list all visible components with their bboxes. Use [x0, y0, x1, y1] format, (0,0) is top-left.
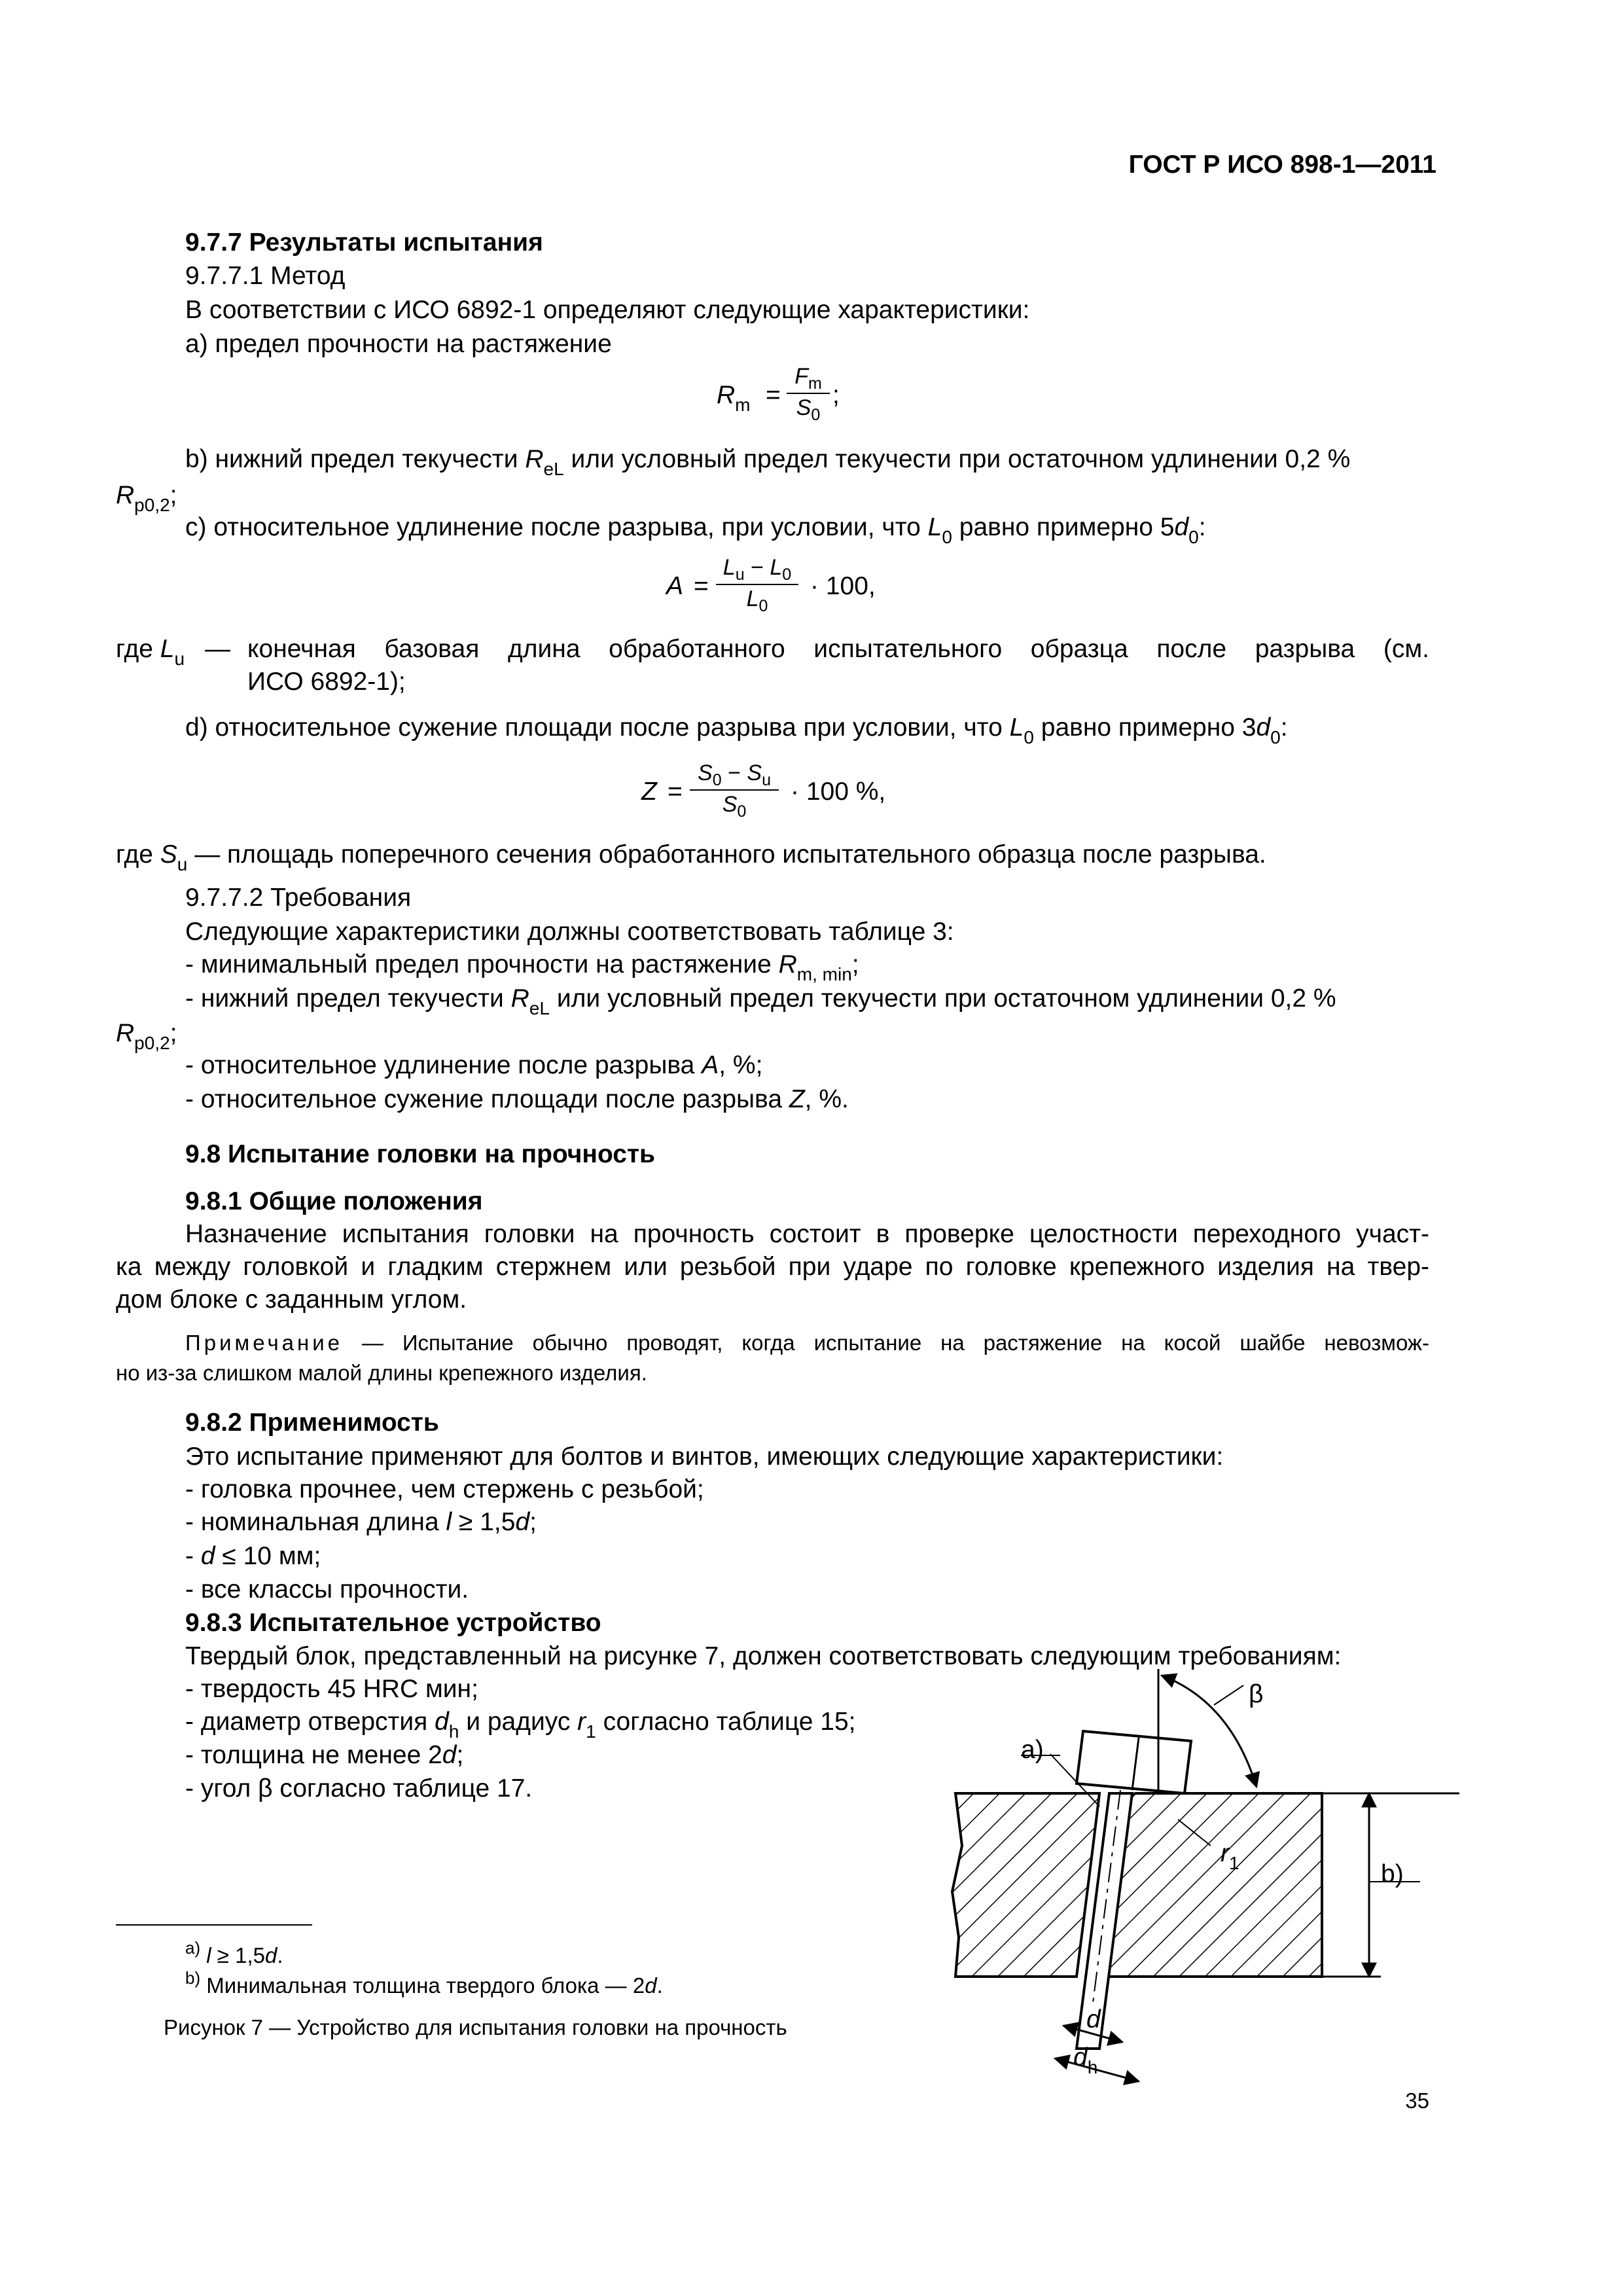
paragraph-983: Твердый блок, представленный на рисунке 7, должен соответствовать следующим требованиям: — [185, 1642, 1342, 1670]
hard-block-right — [1106, 1793, 1322, 1977]
where-lu-text2: ИСО 6892-1); — [247, 668, 406, 696]
list-item-983-4: - угол β согласно таблице 17. — [185, 1774, 533, 1803]
req-item-1: - минимальный предел прочности на растяжение $R_{m, min}$; — [185, 950, 859, 984]
item-d: d) относительное сужение площади после разрыва при условии, что $L_0$ равно примерно $3d_0$: — [185, 713, 1288, 747]
standard-header: ГОСТ Р ИСО 898-1—2011 — [1128, 151, 1436, 179]
where-lu-text: конечная базовая длина обработанного испытательного образца после разрыва (см. — [247, 635, 1429, 663]
req-item-2: - нижний предел текучести $R_{eL}$ или условный предел текучести при остаточном удлинении 0,2 % — [185, 984, 1336, 1018]
subsection-requirements: 9.7.7.2 Требования — [185, 884, 412, 912]
list-item-983-3: - толщина не менее 2d; — [185, 1741, 464, 1769]
req-intro: Следующие характеристики должны соответствовать таблице 3: — [185, 918, 954, 946]
note-line2: но из-за слишком малой длины крепежного изделия. — [116, 1361, 647, 1385]
list-item-982-1: - головка прочнее, чем стержень с резьбой; — [185, 1475, 704, 1503]
figure-label-dh: $d_h$ — [1073, 2043, 1098, 2077]
item-b: b) нижний предел текучести $R_{eL}$ или условный предел текучести при остаточном удлинении 0,2 % — [185, 445, 1351, 479]
paragraph-982: Это испытание применяют для болтов и винтов, имеющих следующие характеристики: — [185, 1443, 1224, 1471]
item-a: а) предел прочности на растяжение — [185, 330, 612, 358]
where-su: где $S_u$ — площадь поперечного сечения обработанного испытательного образца после разрыва. — [116, 840, 1266, 874]
where-lu: где $L_u$ — [116, 635, 185, 669]
subsection-method: 9.7.7.1 Метод — [185, 262, 346, 290]
figure-label-d: d — [1086, 2005, 1101, 2034]
list-item-983-1: - твердость 45 HRC мин; — [185, 1675, 478, 1703]
footnote-a: $^{a)}$ l ≥ 1,5d. — [185, 1938, 283, 1967]
req-item-3: - относительное удлинение после разрыва A, %; — [185, 1051, 763, 1079]
list-item-982-4: - все классы прочности. — [185, 1575, 469, 1604]
page-number: 35 — [1405, 2089, 1429, 2113]
section-heading-982: 9.8.2 Применимость — [185, 1408, 439, 1437]
section-heading-981: 9.8.1 Общие положения — [185, 1187, 483, 1215]
section-heading-977: 9.7.7 Результаты испытания — [185, 228, 543, 257]
figure-caption: Рисунок 7 — Устройство для испытания головки на прочность — [164, 2015, 787, 2039]
paragraph-981-line3: дом блоке с заданным углом. — [116, 1285, 467, 1314]
req-item-2-continued: $R_{p0,2}$; — [116, 1019, 177, 1053]
note-line1: Примечание — Испытание обычно проводят, когда испытание на растяжение на косой шайбе невозмож- — [185, 1331, 1429, 1355]
intro-paragraph: В соответствии с ИСО 6892-1 определяют следующие характеристики: — [185, 296, 1030, 324]
section-heading-983: 9.8.3 Испытательное устройство — [185, 1609, 601, 1637]
footnote-b: $^{b)}$ Минимальная толщина твердого блока — 2d. — [185, 1968, 663, 1998]
where-lu-dash: — — [205, 635, 230, 663]
list-item-983-2: - диаметр отверстия $d_h$ и радиус $r_1$ согласно таблице 15; — [185, 1708, 856, 1742]
figure-label-b: b) — [1381, 1860, 1404, 1888]
section-heading-98: 9.8 Испытание головки на прочность — [185, 1140, 656, 1168]
hard-block-left — [952, 1793, 1099, 1977]
figure-label-beta: β — [1249, 1680, 1264, 1708]
item-c: с) относительное удлинение после разрыва, при условии, что $L_0$ равно примерно $5d_0$: — [185, 513, 1206, 547]
figure-label-a: a) — [1021, 1736, 1044, 1764]
footnote-rule — [116, 1924, 312, 1926]
paragraph-981-line2: ка между головкой и гладким стержнем или резьбой при ударе по головке крепежного изделия на твер- — [116, 1253, 1429, 1281]
list-item-982-2: - номинальная длина l ≥ 1,5d; — [185, 1508, 537, 1536]
req-item-4: - относительное сужение площади после разрыва Z, %. — [185, 1085, 849, 1113]
figure-label-r1: $r_1$ — [1221, 1839, 1240, 1873]
item-b-continued: $R_{p0,2}$; — [116, 481, 177, 515]
paragraph-981-line1: Назначение испытания головки на прочность состоит в проверке целостности переходного участ- — [185, 1220, 1429, 1248]
list-item-982-3: - d ≤ 10 мм; — [185, 1542, 321, 1570]
